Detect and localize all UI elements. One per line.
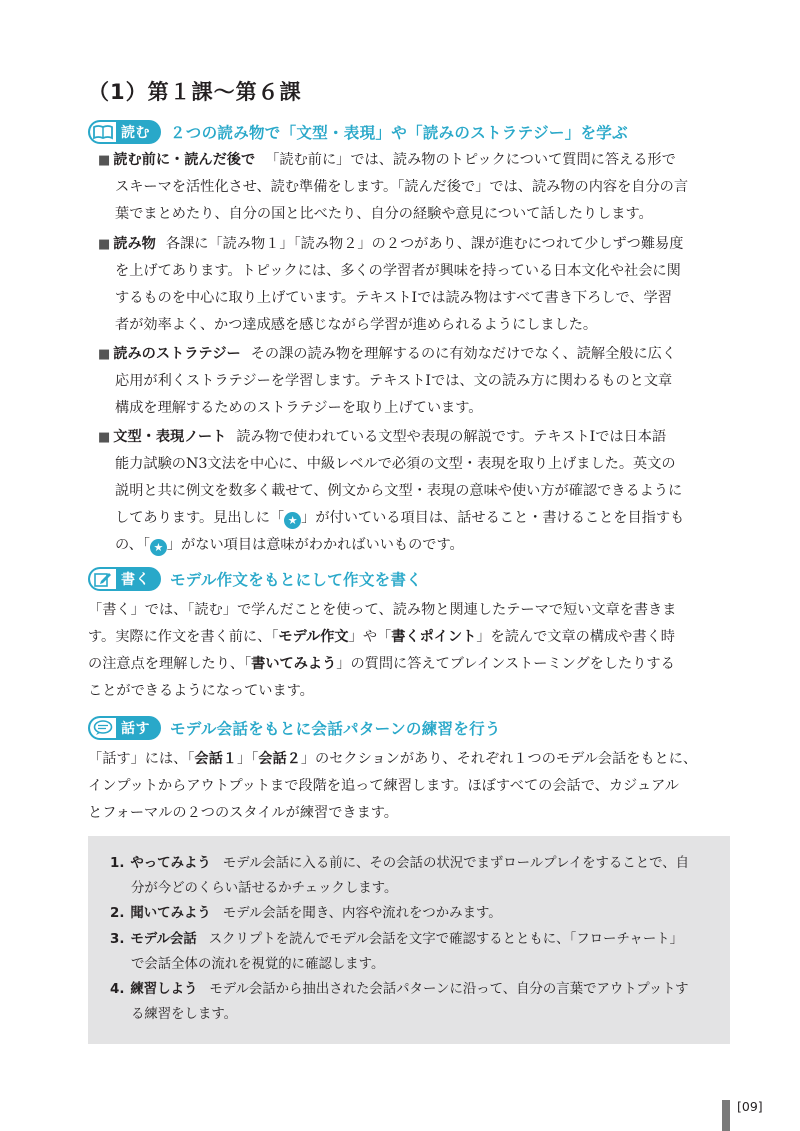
step-number: 2. (110, 906, 125, 921)
item-term: 文型・表現ノート (113, 429, 227, 445)
page-number: [09] (737, 1099, 763, 1114)
read-badge-label: 読む (121, 125, 150, 141)
item-term: 読む前に・読んだ後で (113, 152, 256, 168)
page-number-bar (722, 1100, 730, 1131)
item-term: 読み物 (113, 236, 156, 252)
item-text: 各課に「読み物１」「読み物２」の２つがあり、課が進むにつれて少しずつ難易度 (165, 236, 684, 252)
speak-section-title: モデル会話をもとに会話パターンの練習を行う (170, 720, 501, 738)
book-icon (90, 121, 116, 143)
read-item-grammar-notes (98, 424, 738, 559)
speak-section-header (88, 715, 501, 741)
item-text: 応用が利くストラテジーを学習します。テキストⅠでは、文の読み方に関わるものと文章 (115, 373, 673, 389)
square-bullet-icon: ■ (98, 347, 111, 362)
step-text: モデル会話に入る前に、その会話の状況でまずロールプレイをすることで、自 (222, 856, 690, 871)
pencil-icon (90, 568, 116, 590)
write-badge (88, 567, 161, 591)
step-item (110, 927, 714, 977)
item-text: を上げてあります。トピックには、多くの学習者が興味を持っている日本文化や社会に関 (115, 263, 681, 279)
item-text: の、「 ★ 」がない項目は意味がわかればいいものです。 (115, 537, 464, 554)
item-text: 葉でまとめたり、自分の国と比べたり、自分の経験や意見について話したりします。 (115, 206, 653, 222)
paragraph-line: の注意点を理解したり、「書いてみよう」の質問に答えてブレインストーミングをしたりする (88, 656, 675, 672)
page-heading: （1）第１課～第６課 (88, 80, 302, 104)
step-term: 聞いてみよう (130, 906, 211, 921)
speak-paragraph (88, 746, 736, 827)
item-text: スキーマを活性化させ、読む準備をします。「読んだ後で」では、読み物の内容を自分の言 (115, 179, 689, 195)
step-number: 3. (110, 932, 125, 947)
item-text: 者が効率よく、かつ達成感を感じながら学習が進められるようにしました。 (115, 317, 598, 333)
square-bullet-icon: ■ (98, 153, 111, 168)
step-term: モデル会話 (130, 932, 197, 947)
speech-bubble-icon (90, 717, 116, 739)
item-text: するものを中心に取り上げています。テキストⅠでは読み物はすべて書き下ろしで、学習 (115, 290, 672, 306)
read-item-strategy (98, 341, 738, 422)
item-text: 能力試験のN3文法を中心に、中級レベルで必須の文型・表現を取り上げました。英文の (115, 456, 676, 472)
step-text: で会話全体の流れを視覚的に確認します。 (131, 957, 385, 972)
item-text: その課の読み物を理解するのに有効なだけでなく、読解全般に広く (250, 346, 677, 362)
item-text: してあります。見出しに「 ★ 」が付いている項目は、話せること・書けることを目指すも (115, 510, 685, 527)
item-term: 読みのストラテジー (113, 346, 241, 362)
speak-badge (88, 716, 161, 740)
star-icon: ★ (150, 539, 167, 556)
step-number: 1. (110, 856, 125, 871)
read-item-before-after (98, 147, 738, 228)
item-text: 読み物で使われている文型や表現の解説です。テキストⅠでは日本語 (236, 429, 667, 445)
paragraph-line: インプットからアウトプットまで段階を追って練習します。ほぼすべての会話で、カジュアル (88, 778, 679, 794)
step-term: やってみよう (130, 856, 211, 871)
step-item (110, 901, 714, 926)
item-text: 「読む前に」では、読み物のトピックについて質問に答える形で (265, 152, 676, 168)
paragraph-line: ことができるようになっています。 (88, 683, 314, 699)
star-icon: ★ (284, 512, 301, 529)
step-item (110, 977, 714, 1027)
write-badge-label: 書く (121, 572, 150, 588)
item-text: 構成を理解するためのストラテジーを取り上げています。 (115, 400, 483, 416)
paragraph-line: とフォーマルの２つのスタイルが練習できます。 (88, 805, 398, 821)
step-text: 分が今どのくらい話せるかチェックします。 (131, 881, 398, 896)
read-item-reading (98, 231, 738, 339)
step-text: モデル会話から抽出された会話パターンに沿って、自分の言葉でアウトプットす (209, 982, 689, 997)
step-text: る練習をします。 (131, 1007, 238, 1022)
write-paragraph (88, 597, 736, 705)
step-number: 4. (110, 982, 125, 997)
read-badge (88, 120, 161, 144)
step-item (110, 851, 714, 901)
paragraph-line: す。実際に作文を書く前に、「モデル作文」や「書くポイント」を読んで文章の構成や書く時 (88, 629, 675, 645)
step-text: モデル会話を聞き、内容や流れをつかみます。 (222, 906, 502, 921)
read-section-header (88, 119, 628, 145)
paragraph-line: 「書く」では、「読む」で学んだことを使って、読み物と関連したテーマで短い文章を書きま (88, 602, 677, 618)
write-section-header (88, 566, 422, 592)
step-term: 練習しよう (130, 982, 198, 997)
square-bullet-icon: ■ (98, 237, 111, 252)
item-text: 説明と共に例文を数多く載せて、例文から文型・表現の意味や使い方が確認できるように (115, 483, 683, 499)
speak-badge-label: 話す (121, 721, 150, 737)
step-text: スクリプトを読んでモデル会話を文字で確認するとともに、「フローチャート」 (208, 932, 683, 947)
write-section-title: モデル作文をもとにして作文を書く (170, 571, 423, 589)
paragraph-line: 「話す」には、「会話１」「会話２」のセクションがあり、それぞれ１つのモデル会話をもとに、 (88, 751, 698, 767)
square-bullet-icon: ■ (98, 430, 111, 445)
read-section-title: ２つの読み物で「文型・表現」や「読みのストラテジー」を学ぶ (170, 124, 628, 142)
